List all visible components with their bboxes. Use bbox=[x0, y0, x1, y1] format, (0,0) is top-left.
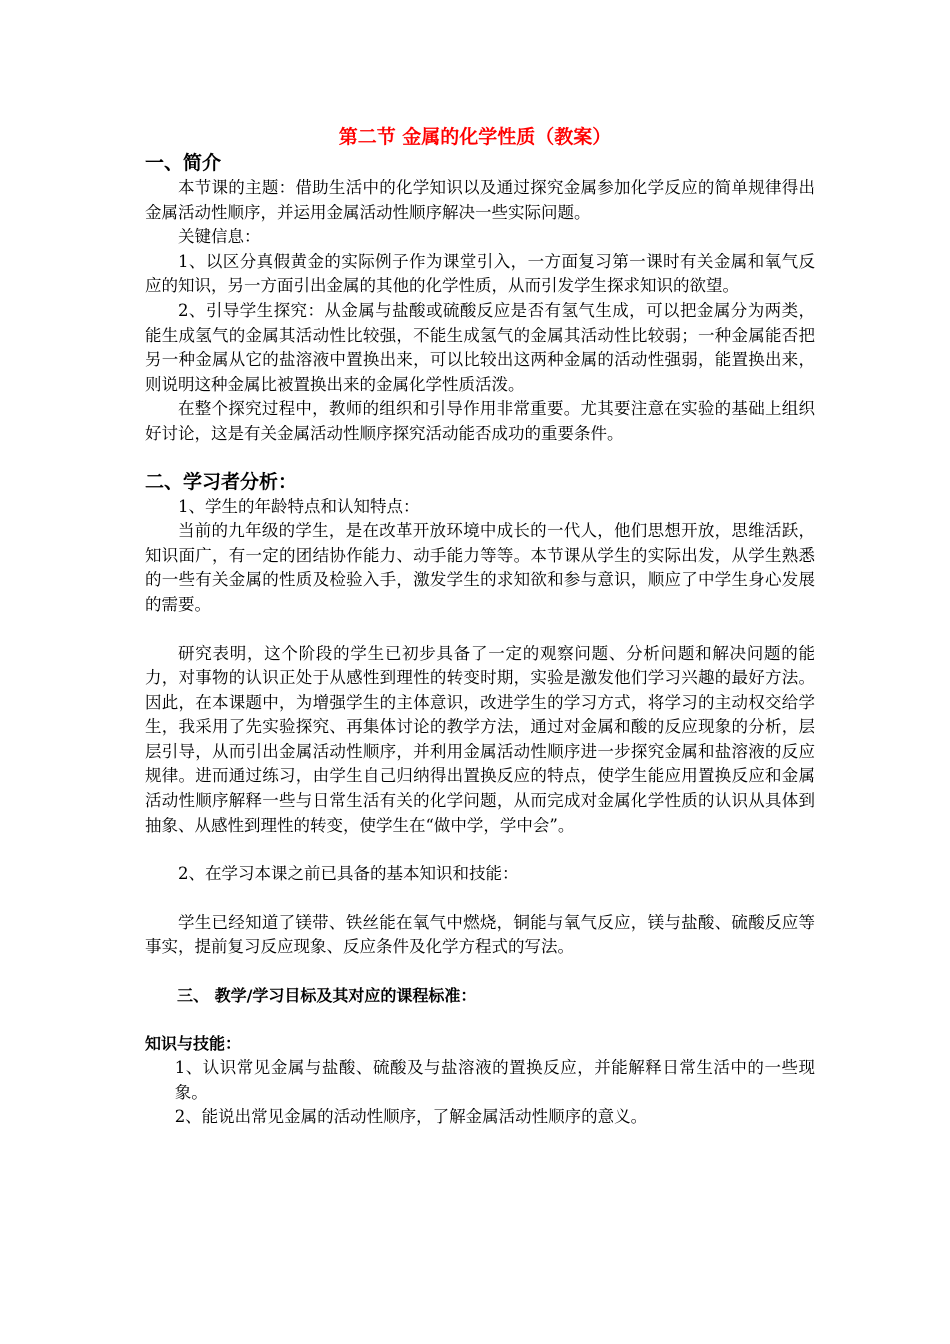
document-title: 第二节 金属的化学性质（教案） bbox=[338, 126, 612, 148]
section-heading-learner-analysis: 二、学习者分析： bbox=[145, 470, 298, 493]
paragraph: 2、在学习本课之前已具备的基本知识和技能： bbox=[178, 864, 519, 884]
document-body bbox=[145, 150, 815, 1130]
paragraph: 当前的九年级的学生，是在改革开放环境中成长的一代人，他们思想开放，思维活跃，知识面广，有一定的团结协作能力、动手能力等等。本节课从学生的实际出发，从学生熟悉的一些有关金属的性质及检验入手，激发学生的求知欲和参与意识，顺应了中学生身心发展的需要。 bbox=[145, 521, 815, 614]
section-heading-objectives: 三、 教学/学习目标及其对应的课程标准： bbox=[177, 986, 477, 1006]
section-heading-intro: 一、简介 bbox=[145, 152, 222, 174]
paragraph: 学生已经知道了镁带、铁丝能在氧气中燃烧，铜能与氧气反应，镁与盐酸、硫酸反应等事实，提前复习反应现象、反应条件及化学方程式的写法。 bbox=[145, 912, 815, 957]
paragraph: 1、学生的年龄特点和认知特点： bbox=[178, 496, 420, 516]
paragraph: 2、引导学生探究：从金属与盐酸或硫酸反应是否有氢气生成，可以把金属分为两类，能生成氢气的金属其活动性比较强，不能生成氢气的金属其活动性比较弱；一种金属能否把另一种金属从它的盐溶液中置换出来，可以比较出这两种金属的活动性强弱，能置换出来，则说明这种金属比被置换出来的金属化学性质活泼。 bbox=[145, 300, 815, 394]
paragraph: 关键信息： bbox=[178, 227, 261, 247]
subheading-knowledge-skills: 知识与技能： bbox=[145, 1034, 242, 1054]
paragraph: 在整个探究过程中，教师的组织和引导作用非常重要。尤其要注意在实验的基础上组织好讨论，这是有关金属活动性顺序探究活动能否成功的重要条件。 bbox=[145, 399, 815, 443]
list-item: 2、能说出常见金属的活动性顺序，了解金属活动性顺序的意义。 bbox=[174, 1107, 648, 1127]
paragraph: 1、以区分真假黄金的实际例子作为课堂引入，一方面复习第一课时有关金属和氧气反应的知识，另一方面引出金属的其他的化学性质，从而引发学生探求知识的欲望。 bbox=[145, 251, 815, 296]
list-item: 1、认识常见金属与盐酸、硫酸及与盐溶液的置换反应，并能解释日常生活中的一些现象。 bbox=[174, 1058, 815, 1102]
paragraph: 研究表明，这个阶段的学生已初步具备了一定的观察问题、分析问题和解决问题的能力，对事物的认识正处于从感性到理性的转变时期，实验是激发他们学习兴趣的最好方法。因此，在本课题中，为增强学生的主体意识，改进学生的学习方式，将学习的主动权交给学生，我采用了先实验探究、再集体讨论的教学方法，通过对金属和酸的反应现象的分析，层层引导，从而引出金属活动性顺序，并利用金属活动性顺序进一步探究金属和盐溶液的反应规律。进而通过练习，由学生自己归纳得出置换反应的特点，使学生能应用置换反应和金属活动性顺序解释一些与日常生活有关的化学问题，从而完成对金属化学性质的认识从具体到抽象、从感性到理性的转变，使学生在“做中学，学中会”。 bbox=[145, 643, 815, 835]
paragraph: 本节课的主题：借助生活中的化学知识以及通过探究金属参加化学反应的简单规律得出金属活动性顺序，并运用金属活动性顺序解决一些实际问题。 bbox=[145, 178, 815, 222]
